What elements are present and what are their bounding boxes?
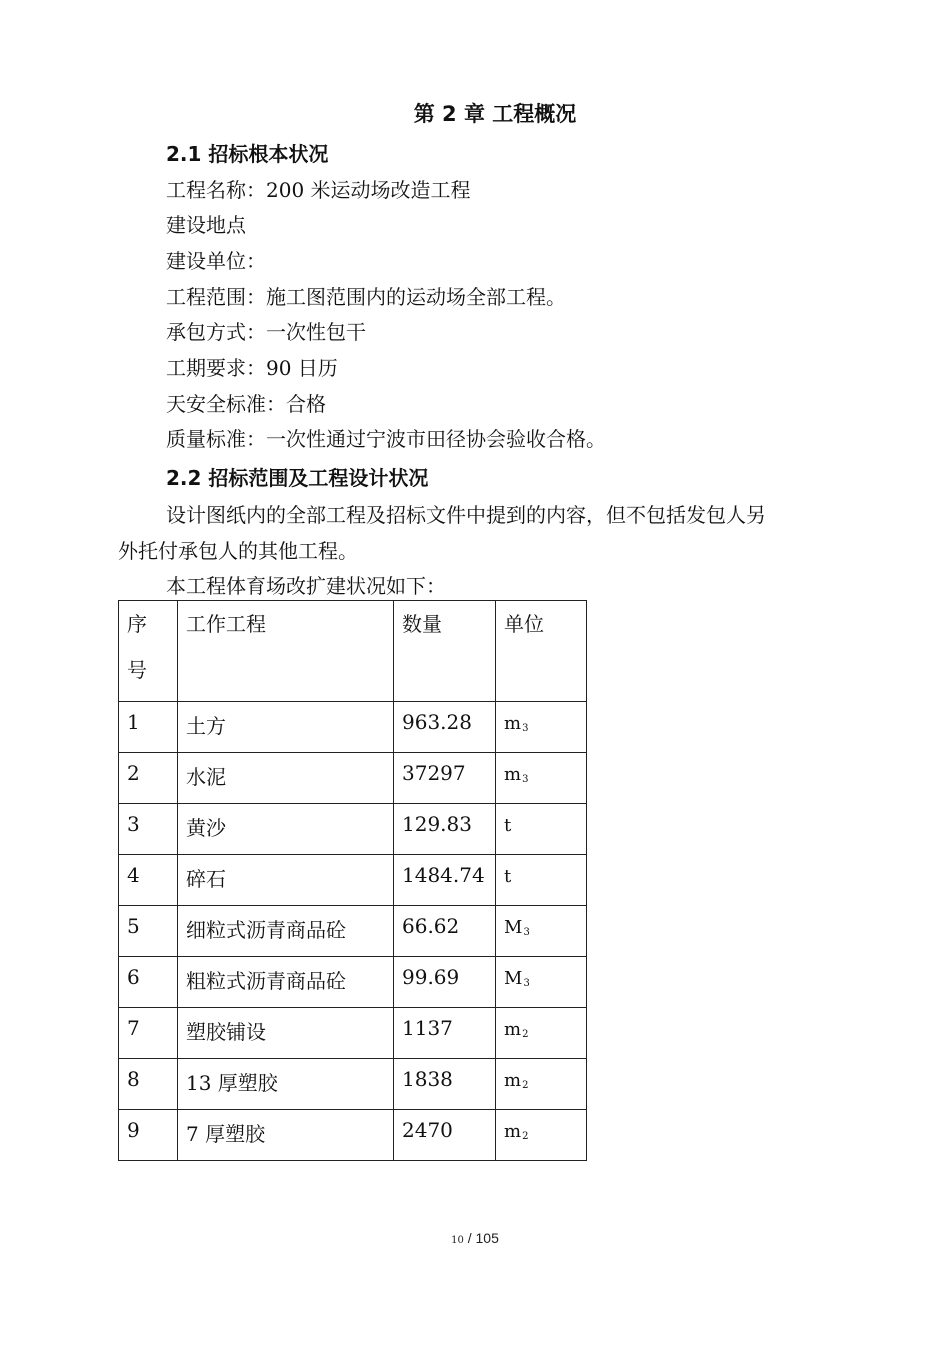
- table-row: 3 黄沙 129.83 t: [119, 804, 587, 855]
- construction-unit-line: 建设单位：: [166, 249, 266, 273]
- table-row: 1 土方 963.28 $m^3$: [119, 702, 587, 753]
- page-footer: [0, 1230, 950, 1246]
- table-row: 7 塑胶铺设 1137 $m^2$: [119, 1008, 587, 1059]
- header-qty: 数量: [394, 601, 496, 702]
- page-total: 105: [475, 1230, 499, 1246]
- unit-cell: $m^2$: [496, 1008, 587, 1059]
- quality-standard-line: 质量标准：一次性通过宁波市田径协会验收合格。: [166, 427, 606, 451]
- chapter-title: 第 2 章 工程概况: [413, 102, 577, 126]
- section-heading-2-2: 2.2 招标范围及工程设计状况: [166, 466, 429, 490]
- section-heading-2-1: 2.1 招标根本状况: [166, 142, 329, 166]
- unit-cell: t: [496, 855, 587, 906]
- unit-cell: $m^3$: [496, 753, 587, 804]
- page-number: 10: [451, 1235, 464, 1246]
- unit-cell: $M^3$: [496, 957, 587, 1008]
- schedule-line: 工期要求：90 日历: [166, 356, 338, 380]
- safety-standard-line: 天安全标准：合格: [166, 392, 326, 416]
- header-seq: 序 号: [119, 601, 178, 702]
- unit-cell: $m^2$: [496, 1059, 587, 1110]
- table-row: 4 碎石 1484.74 t: [119, 855, 587, 906]
- table-intro: 本工程体育场改扩建状况如下：: [166, 574, 446, 598]
- unit-cell: $m^3$: [496, 702, 587, 753]
- project-name-line: 工程名称：200 米运动场改造工程: [166, 178, 471, 202]
- table-row: 6 粗粒式沥青商品砼 99.69 $M^3$: [119, 957, 587, 1008]
- page-separator: /: [467, 1230, 472, 1246]
- table-header-row: [119, 601, 587, 702]
- works-table: [118, 600, 587, 1161]
- unit-cell: $M^3$: [496, 906, 587, 957]
- scope-paragraph-line1: 设计图纸内的全部工程及招标文件中提到的内容，但不包括发包人另: [166, 503, 766, 527]
- construction-site-line: 建设地点: [166, 213, 246, 237]
- unit-cell: t: [496, 804, 587, 855]
- table-row: 2 水泥 37297 $m^3$: [119, 753, 587, 804]
- contract-method-line: 承包方式：一次性包干: [166, 320, 366, 344]
- table-row: 5 细粒式沥青商品砼 66.62 $M^3$: [119, 906, 587, 957]
- table-row: 8 13 厚塑胶 1838 $m^2$: [119, 1059, 587, 1110]
- table-row: 9 7 厚塑胶 2470 $m^2$: [119, 1110, 587, 1161]
- header-unit: 单位: [496, 601, 587, 702]
- scope-paragraph-line2: 外托付承包人的其他工程。: [118, 539, 358, 563]
- header-item: 工作工程: [178, 601, 394, 702]
- project-scope-line: 工程范围：施工图范围内的运动场全部工程。: [166, 285, 566, 309]
- unit-cell: $m^2$: [496, 1110, 587, 1161]
